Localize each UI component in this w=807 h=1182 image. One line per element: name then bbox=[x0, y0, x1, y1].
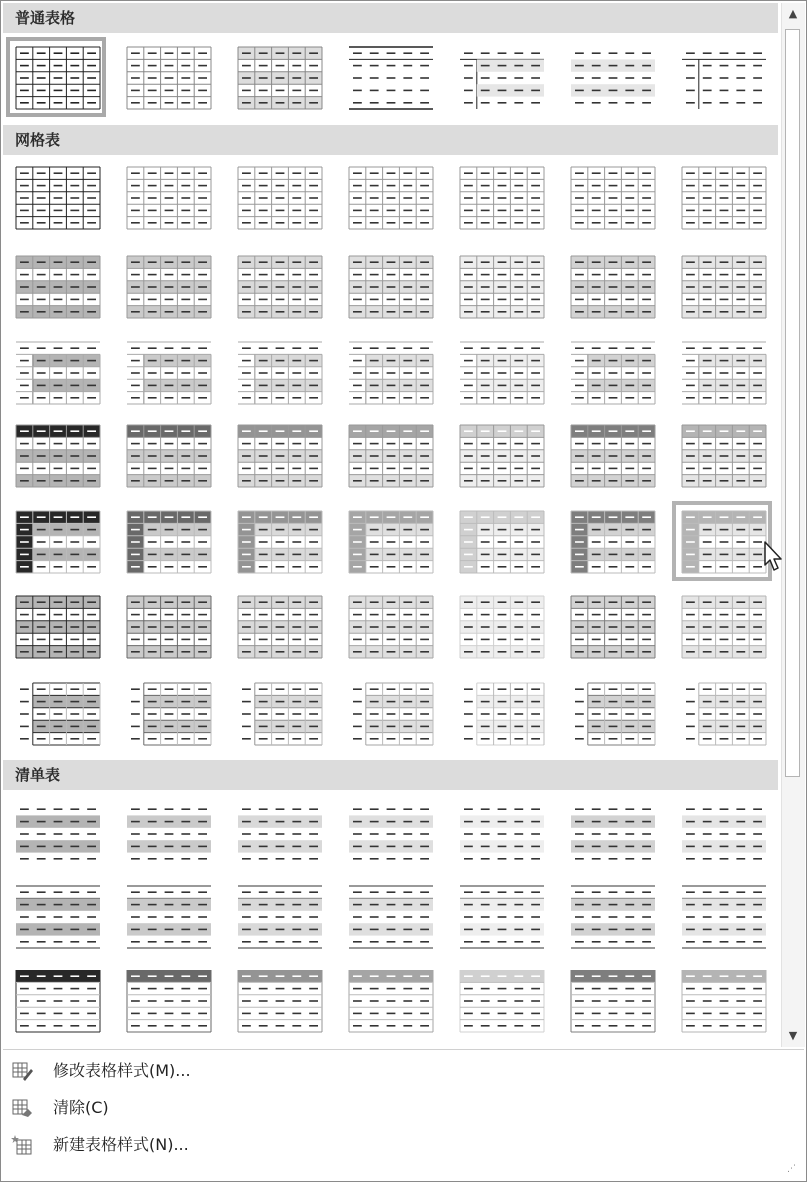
table-style-grid-4-4[interactable] bbox=[339, 415, 439, 495]
table-style-preview-icon bbox=[126, 885, 212, 949]
table-style-preview-icon bbox=[681, 802, 767, 866]
table-style-grid-7-6[interactable] bbox=[561, 673, 661, 753]
table-style-grid-5-7[interactable] bbox=[672, 501, 772, 581]
table-style-preview-icon bbox=[459, 46, 545, 110]
table-style-grid-6-5[interactable] bbox=[450, 586, 550, 666]
table-style-preview-icon bbox=[681, 166, 767, 230]
table-style-preview-icon bbox=[459, 424, 545, 488]
table-style-grid-4-7[interactable] bbox=[672, 415, 772, 495]
table-style-grid-6-7[interactable] bbox=[672, 586, 772, 666]
table-style-grid-2-1[interactable] bbox=[6, 246, 106, 326]
table-style-gallery bbox=[3, 3, 778, 1047]
table-style-preview-icon bbox=[126, 341, 212, 405]
table-style-list-1-2[interactable] bbox=[117, 793, 217, 873]
table-style-preview-icon bbox=[126, 255, 212, 319]
table-style-list-2-6[interactable] bbox=[561, 876, 661, 956]
table-style-preview-icon bbox=[348, 341, 434, 405]
table-style-preview-icon bbox=[681, 682, 767, 746]
table-style-preview-icon bbox=[681, 510, 767, 574]
table-style-preview-icon bbox=[570, 510, 656, 574]
table-style-grid-2-7[interactable] bbox=[672, 246, 772, 326]
table-style-grid-3-1[interactable] bbox=[6, 332, 106, 412]
table-style-preview-icon bbox=[237, 166, 323, 230]
table-style-grid-3-5[interactable] bbox=[450, 332, 550, 412]
table-style-grid-4-3[interactable] bbox=[228, 415, 328, 495]
section-header-plain: 普通表格 bbox=[3, 3, 778, 33]
table-style-preview-icon bbox=[126, 595, 212, 659]
table-style-preview-icon bbox=[237, 885, 323, 949]
table-style-preview-icon bbox=[126, 802, 212, 866]
table-style-preview-icon bbox=[237, 802, 323, 866]
new-table-style-icon bbox=[11, 1134, 33, 1156]
table-style-list-3-1[interactable] bbox=[6, 960, 106, 1040]
clear-menu-item[interactable] bbox=[3, 1091, 778, 1125]
table-style-grid-1-7[interactable] bbox=[672, 157, 772, 237]
scroll-down-icon[interactable]: ▼ bbox=[788, 1029, 798, 1042]
table-style-grid-7-4[interactable] bbox=[339, 673, 439, 753]
table-style-preview-icon bbox=[459, 341, 545, 405]
table-style-preview-icon bbox=[570, 255, 656, 319]
table-style-grid-2-3[interactable] bbox=[228, 246, 328, 326]
table-style-list-2-2[interactable] bbox=[117, 876, 217, 956]
new-table-style-label: 新建表格样式(N)... bbox=[53, 1135, 189, 1154]
table-style-list-3-6[interactable] bbox=[561, 960, 661, 1040]
modify-table-style-label: 修改表格样式(M)... bbox=[53, 1061, 191, 1080]
table-style-grid-5-3[interactable] bbox=[228, 501, 328, 581]
table-style-preview-icon bbox=[570, 46, 656, 110]
table-style-preview-icon bbox=[348, 885, 434, 949]
section-header-grid: 网格表 bbox=[3, 125, 778, 155]
table-style-list-1-5[interactable] bbox=[450, 793, 550, 873]
new-table-style-menu-item[interactable] bbox=[3, 1128, 778, 1162]
table-style-grid-7-3[interactable] bbox=[228, 673, 328, 753]
table-style-grid-6-2[interactable] bbox=[117, 586, 217, 666]
table-style-list-1-6[interactable] bbox=[561, 793, 661, 873]
table-style-preview-icon bbox=[15, 802, 101, 866]
table-style-preview-icon bbox=[15, 46, 101, 110]
table-style-grid-1-2[interactable] bbox=[117, 157, 217, 237]
table-style-grid-4-1[interactable] bbox=[6, 415, 106, 495]
table-style-plain-1-3[interactable] bbox=[228, 37, 328, 117]
table-style-grid-4-5[interactable] bbox=[450, 415, 550, 495]
table-style-preview-icon bbox=[459, 969, 545, 1033]
table-style-grid-4-2[interactable] bbox=[117, 415, 217, 495]
table-style-list-2-5[interactable] bbox=[450, 876, 550, 956]
table-style-grid-5-1[interactable] bbox=[6, 501, 106, 581]
table-style-preview-icon bbox=[570, 802, 656, 866]
table-style-preview-icon bbox=[570, 969, 656, 1033]
table-style-grid-5-4[interactable] bbox=[339, 501, 439, 581]
table-style-grid-6-6[interactable] bbox=[561, 586, 661, 666]
table-style-preview-icon bbox=[681, 969, 767, 1033]
table-style-preview-icon bbox=[348, 424, 434, 488]
table-style-plain-1-1[interactable] bbox=[6, 37, 106, 117]
table-style-preview-icon bbox=[348, 46, 434, 110]
table-style-preview-icon bbox=[570, 682, 656, 746]
table-style-preview-icon bbox=[459, 510, 545, 574]
table-style-grid-3-4[interactable] bbox=[339, 332, 439, 412]
table-style-preview-icon bbox=[15, 341, 101, 405]
table-style-preview-icon bbox=[15, 885, 101, 949]
table-style-grid-2-6[interactable] bbox=[561, 246, 661, 326]
table-style-preview-icon bbox=[15, 595, 101, 659]
table-style-grid-1-1[interactable] bbox=[6, 157, 106, 237]
table-style-list-1-7[interactable] bbox=[672, 793, 772, 873]
table-style-preview-icon bbox=[570, 166, 656, 230]
table-style-grid-4-6[interactable] bbox=[561, 415, 661, 495]
table-style-grid-7-2[interactable] bbox=[117, 673, 217, 753]
table-style-list-3-5[interactable] bbox=[450, 960, 550, 1040]
table-style-grid-3-6[interactable] bbox=[561, 332, 661, 412]
table-style-plain-1-7[interactable] bbox=[672, 37, 772, 117]
table-style-preview-icon bbox=[126, 969, 212, 1033]
table-style-grid-5-5[interactable] bbox=[450, 501, 550, 581]
clear-label: 清除(C) bbox=[53, 1098, 109, 1117]
table-style-preview-icon bbox=[348, 802, 434, 866]
table-style-list-3-4[interactable] bbox=[339, 960, 439, 1040]
table-style-preview-icon bbox=[237, 682, 323, 746]
table-style-preview-icon bbox=[459, 166, 545, 230]
table-style-preview-icon bbox=[237, 255, 323, 319]
table-style-grid-7-1[interactable] bbox=[6, 673, 106, 753]
section-header-list: 清单表 bbox=[3, 760, 778, 790]
table-style-grid-1-4[interactable] bbox=[339, 157, 439, 237]
modify-table-style-icon bbox=[11, 1060, 33, 1082]
table-style-preview-icon bbox=[681, 341, 767, 405]
table-style-preview-icon bbox=[126, 510, 212, 574]
table-style-grid-2-2[interactable] bbox=[117, 246, 217, 326]
table-style-preview-icon bbox=[348, 255, 434, 319]
table-style-preview-icon bbox=[459, 255, 545, 319]
table-style-preview-icon bbox=[237, 341, 323, 405]
table-style-preview-icon bbox=[126, 682, 212, 746]
scrollbar-thumb[interactable] bbox=[785, 29, 800, 777]
table-style-list-2-7[interactable] bbox=[672, 876, 772, 956]
table-style-preview-icon bbox=[459, 682, 545, 746]
table-style-preview-icon bbox=[681, 424, 767, 488]
table-style-preview-icon bbox=[237, 424, 323, 488]
table-style-grid-3-7[interactable] bbox=[672, 332, 772, 412]
table-style-preview-icon bbox=[237, 510, 323, 574]
table-style-preview-icon bbox=[15, 166, 101, 230]
table-style-list-2-1[interactable] bbox=[6, 876, 106, 956]
table-style-list-2-4[interactable] bbox=[339, 876, 439, 956]
table-style-preview-icon bbox=[570, 341, 656, 405]
vertical-scrollbar[interactable] bbox=[781, 3, 805, 1047]
table-style-preview-icon bbox=[348, 969, 434, 1033]
modify-table-style-menu-item[interactable] bbox=[3, 1054, 778, 1088]
table-style-grid-1-6[interactable] bbox=[561, 157, 661, 237]
table-style-preview-icon bbox=[126, 166, 212, 230]
table-style-list-3-7[interactable] bbox=[672, 960, 772, 1040]
table-style-preview-icon bbox=[570, 424, 656, 488]
clear-table-style-icon bbox=[11, 1097, 33, 1119]
table-style-grid-3-2[interactable] bbox=[117, 332, 217, 412]
table-style-preview-icon bbox=[15, 510, 101, 574]
menu-divider bbox=[3, 1049, 804, 1050]
table-style-preview-icon bbox=[15, 682, 101, 746]
table-style-preview-icon bbox=[15, 255, 101, 319]
scroll-up-icon[interactable]: ▲ bbox=[788, 7, 798, 20]
table-style-preview-icon bbox=[237, 46, 323, 110]
table-style-preview-icon bbox=[237, 595, 323, 659]
mouse-cursor-icon bbox=[764, 541, 786, 573]
table-style-preview-icon bbox=[15, 424, 101, 488]
table-style-preview-icon bbox=[681, 885, 767, 949]
table-style-preview-icon bbox=[681, 595, 767, 659]
table-style-preview-icon bbox=[348, 510, 434, 574]
table-style-preview-icon bbox=[15, 969, 101, 1033]
table-style-grid-5-2[interactable] bbox=[117, 501, 217, 581]
table-style-preview-icon bbox=[570, 885, 656, 949]
table-style-grid-2-5[interactable] bbox=[450, 246, 550, 326]
table-style-preview-icon bbox=[126, 46, 212, 110]
table-style-preview-icon bbox=[459, 885, 545, 949]
table-style-grid-7-5[interactable] bbox=[450, 673, 550, 753]
table-style-grid-7-7[interactable] bbox=[672, 673, 772, 753]
table-style-preview-icon bbox=[348, 166, 434, 230]
table-style-preview-icon bbox=[126, 424, 212, 488]
table-style-preview-icon bbox=[570, 595, 656, 659]
table-style-grid-2-4[interactable] bbox=[339, 246, 439, 326]
table-style-preview-icon bbox=[681, 46, 767, 110]
table-style-preview-icon bbox=[237, 969, 323, 1033]
table-style-list-3-2[interactable] bbox=[117, 960, 217, 1040]
table-style-list-1-4[interactable] bbox=[339, 793, 439, 873]
table-style-preview-icon bbox=[681, 255, 767, 319]
table-style-grid-3-3[interactable] bbox=[228, 332, 328, 412]
table-style-grid-5-6[interactable] bbox=[561, 501, 661, 581]
table-style-list-1-1[interactable] bbox=[6, 793, 106, 873]
table-style-list-3-3[interactable] bbox=[228, 960, 328, 1040]
table-style-preview-icon bbox=[459, 595, 545, 659]
table-style-preview-icon bbox=[348, 595, 434, 659]
table-style-preview-icon bbox=[348, 682, 434, 746]
resize-grip-icon[interactable]: ⋰ bbox=[787, 1164, 796, 1174]
table-style-list-1-3[interactable] bbox=[228, 793, 328, 873]
table-style-grid-6-1[interactable] bbox=[6, 586, 106, 666]
table-style-list-2-3[interactable] bbox=[228, 876, 328, 956]
table-style-grid-6-3[interactable] bbox=[228, 586, 328, 666]
table-style-plain-1-6[interactable] bbox=[561, 37, 661, 117]
table-style-grid-1-5[interactable] bbox=[450, 157, 550, 237]
table-style-grid-6-4[interactable] bbox=[339, 586, 439, 666]
table-style-plain-1-2[interactable] bbox=[117, 37, 217, 117]
table-style-preview-icon bbox=[459, 802, 545, 866]
table-style-grid-1-3[interactable] bbox=[228, 157, 328, 237]
table-style-plain-1-4[interactable] bbox=[339, 37, 439, 117]
table-style-plain-1-5[interactable] bbox=[450, 37, 550, 117]
